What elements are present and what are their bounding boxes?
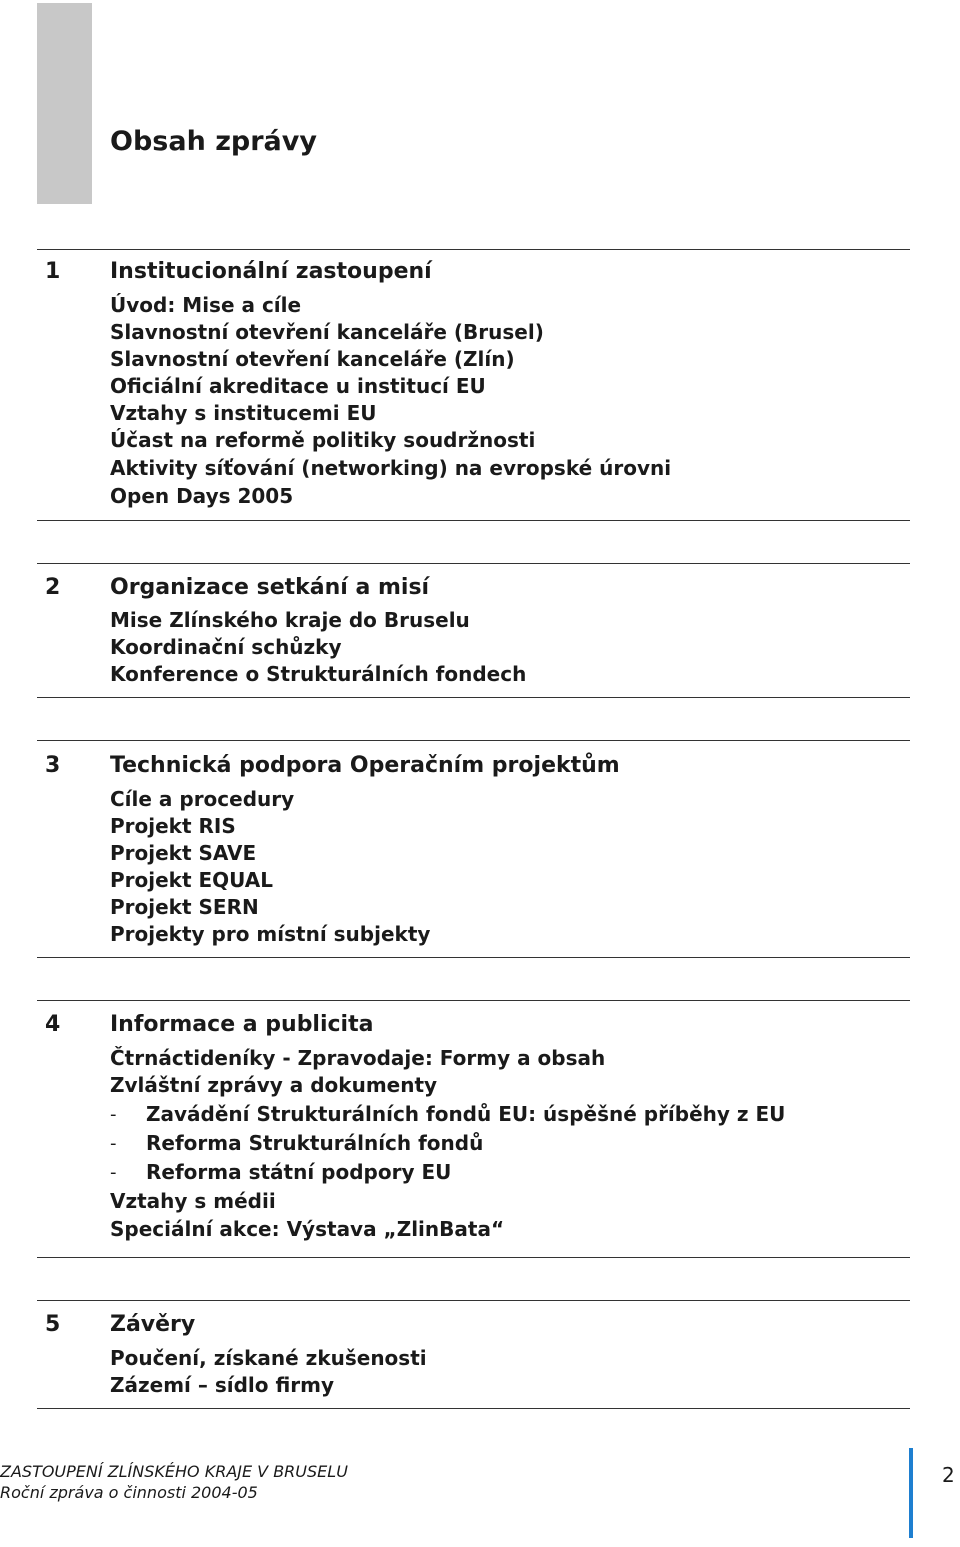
section-1-bottom-rule — [37, 520, 910, 521]
section-1-item: Oficiální akreditace u institucí EU — [110, 374, 486, 398]
footer-accent-bar — [909, 1448, 913, 1538]
page-title: Obsah zprávy — [110, 126, 317, 157]
section-1-item: Účast na reformě politiky soudržnosti — [110, 428, 536, 452]
section-5-item: Zázemí – sídlo firmy — [110, 1373, 335, 1397]
section-4-bullet: Reforma Strukturálních fondů — [146, 1131, 484, 1155]
section-5-item: Poučení, získané zkušenosti — [110, 1346, 427, 1370]
section-4-bottom-rule — [37, 1257, 910, 1258]
section-3-number: 3 — [45, 753, 61, 778]
section-3-item: Projekt RIS — [110, 814, 236, 838]
bullet-dash: - — [110, 1162, 117, 1183]
section-4-item: Speciální akce: Výstava „ZlinBata“ — [110, 1217, 505, 1241]
section-5-number: 5 — [45, 1312, 61, 1337]
page-number: 2 — [942, 1463, 955, 1487]
section-3-top-rule — [37, 740, 910, 741]
footer-report-title: Roční zpráva o činnosti 2004-05 — [0, 1483, 258, 1502]
section-4-bullet: Reforma státní podpory EU — [146, 1160, 452, 1184]
section-1-item: Slavnostní otevření kanceláře (Brusel) — [110, 320, 544, 344]
section-1-title: Institucionální zastoupení — [110, 259, 432, 284]
section-2-title: Organizace setkání a misí — [110, 575, 430, 600]
section-2-item: Koordinační schůzky — [110, 635, 342, 659]
section-5-title: Závěry — [110, 1312, 196, 1337]
section-3-bottom-rule — [37, 957, 910, 958]
section-5-bottom-rule — [37, 1408, 910, 1409]
section-3-item: Projekt EQUAL — [110, 868, 274, 892]
section-1-number: 1 — [45, 259, 61, 284]
section-5-top-rule — [37, 1300, 910, 1301]
bullet-dash: - — [110, 1104, 117, 1125]
section-4-top-rule — [37, 1000, 910, 1001]
section-4-item: Zvláštní zprávy a dokumenty — [110, 1073, 438, 1097]
section-2-number: 2 — [45, 575, 61, 600]
section-4-item: Vztahy s médii — [110, 1189, 276, 1213]
bullet-dash: - — [110, 1133, 117, 1154]
section-3-item: Cíle a procedury — [110, 787, 295, 811]
section-1-top-rule — [37, 249, 910, 250]
section-2-item: Mise Zlínského kraje do Bruselu — [110, 608, 470, 632]
section-1-item: Aktivity síťování (networking) na evropské úrovni — [110, 456, 672, 480]
section-1-item: Open Days 2005 — [110, 484, 294, 508]
section-1-item: Slavnostní otevření kanceláře (Zlín) — [110, 347, 515, 371]
section-1-item: Úvod: Mise a cíle — [110, 293, 302, 317]
section-2-bottom-rule — [37, 697, 910, 698]
footer-organization: ZASTOUPENÍ ZLÍNSKÉHO KRAJE V BRUSELU — [0, 1462, 348, 1481]
section-3-title: Technická podpora Operačním projektům — [110, 753, 620, 778]
section-3-item: Projekt SERN — [110, 895, 259, 919]
section-1-item: Vztahy s institucemi EU — [110, 401, 377, 425]
header-gray-block — [37, 3, 92, 204]
section-4-title: Informace a publicita — [110, 1012, 374, 1037]
section-2-top-rule — [37, 563, 910, 564]
section-3-item: Projekty pro místní subjekty — [110, 922, 431, 946]
section-4-item: Čtrnáctideníky - Zpravodaje: Formy a obsah — [110, 1046, 606, 1070]
section-4-bullet: Zavádění Strukturálních fondů EU: úspěšné příběhy z EU — [146, 1102, 786, 1126]
section-2-item: Konference o Strukturálních fondech — [110, 662, 527, 686]
section-3-item: Projekt SAVE — [110, 841, 257, 865]
section-4-number: 4 — [45, 1012, 61, 1037]
